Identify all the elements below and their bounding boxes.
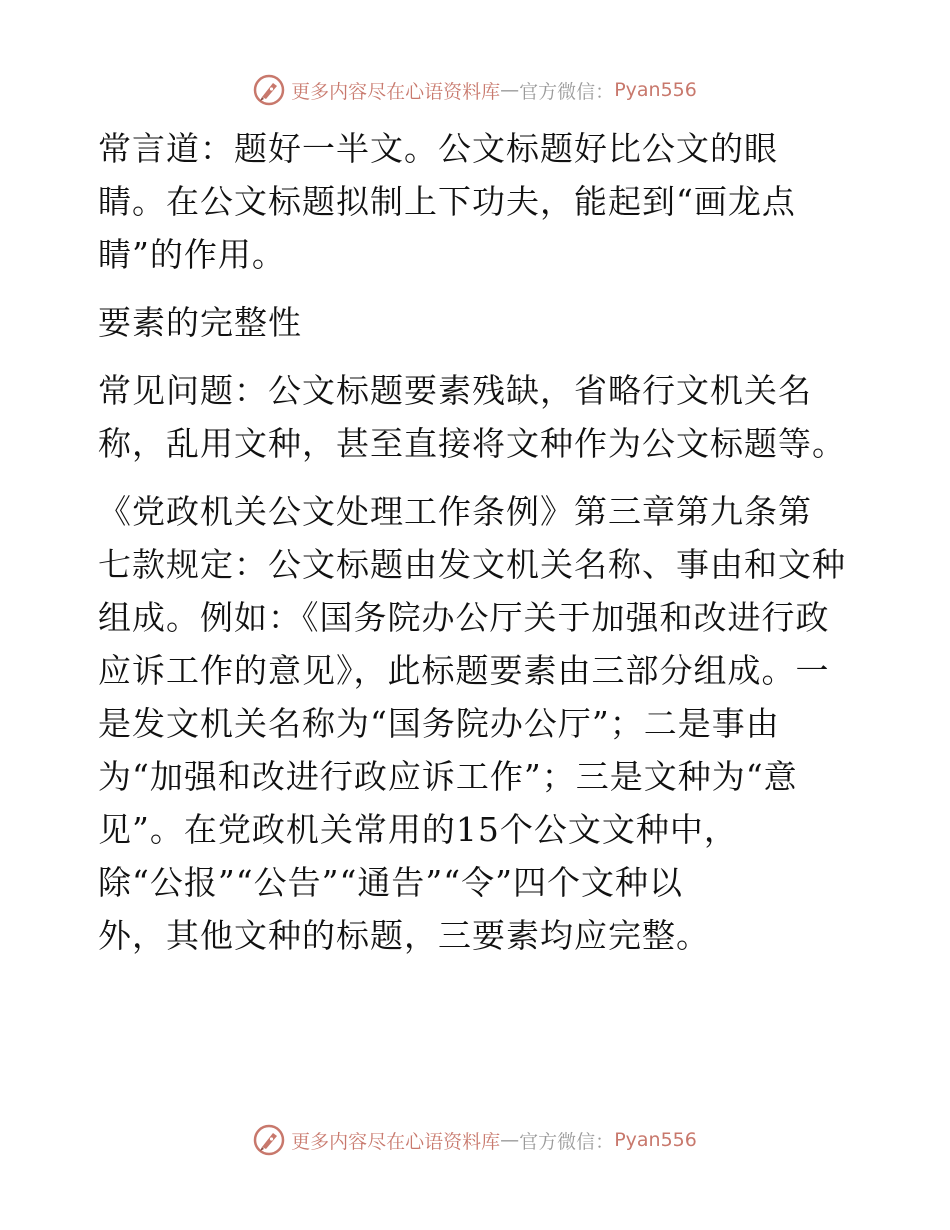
watermark-wechat-id: Pyan556 xyxy=(614,1129,697,1151)
text-line: 组成。例如：《国务院办公厅关于加强和改进行政 xyxy=(98,598,830,637)
paragraph-regulation xyxy=(98,485,858,962)
text-line: 为“加强和改进行政应诉工作”；三是文种为“意 xyxy=(98,757,798,796)
text-line: 七款规定：公文标题由发文机关名称、事由和文种 xyxy=(98,545,846,584)
document-body xyxy=(98,122,858,962)
watermark-wechat-id: Pyan556 xyxy=(614,79,697,101)
text-line: 睛。在公文标题拟制上下功夫，能起到“画龙点 xyxy=(98,182,796,221)
text-line: 是发文机关名称为“国务院办公厅”；二是事由 xyxy=(98,704,780,743)
text-line: 应诉工作的意见》，此标题要素由三部分组成。一 xyxy=(98,651,830,690)
text-line: 睛”的作用。 xyxy=(98,235,286,274)
watermark-main-text: 更多内容尽在心语资料库 xyxy=(291,80,501,103)
paragraph-common-problems xyxy=(98,364,858,470)
text-line: 常言道：题好一半文。公文标题好比公文的眼 xyxy=(98,129,778,168)
watermark-wechat-label: 官方微信： xyxy=(519,1130,615,1153)
text-line: 常见问题：公文标题要素残缺，省略行文机关名 xyxy=(98,371,812,410)
text-line: 除“公报”“公告”“通告”“令”四个文种以 xyxy=(98,863,683,902)
text-line: 见”。在党政机关常用的15个公文文种中， xyxy=(98,810,738,849)
fountain-pen-logo-icon xyxy=(253,74,285,106)
text-line: 《党政机关公文处理工作条例》第三章第九条第 xyxy=(98,492,812,531)
paragraph-intro xyxy=(98,122,858,281)
footer-watermark xyxy=(0,1120,950,1160)
section-heading xyxy=(98,296,858,349)
watermark-separator: — xyxy=(500,1129,520,1151)
header-watermark xyxy=(0,70,950,110)
watermark-wechat-label: 官方微信： xyxy=(519,80,615,103)
text-line: 要素的完整性 xyxy=(98,303,302,342)
watermark-separator: — xyxy=(500,79,520,101)
text-line: 称，乱用文种，甚至直接将文种作为公文标题等。 xyxy=(98,424,846,463)
watermark-main-text: 更多内容尽在心语资料库 xyxy=(291,1130,501,1153)
text-line: 外，其他文种的标题，三要素均应完整。 xyxy=(98,916,710,955)
fountain-pen-logo-icon xyxy=(253,1124,285,1156)
